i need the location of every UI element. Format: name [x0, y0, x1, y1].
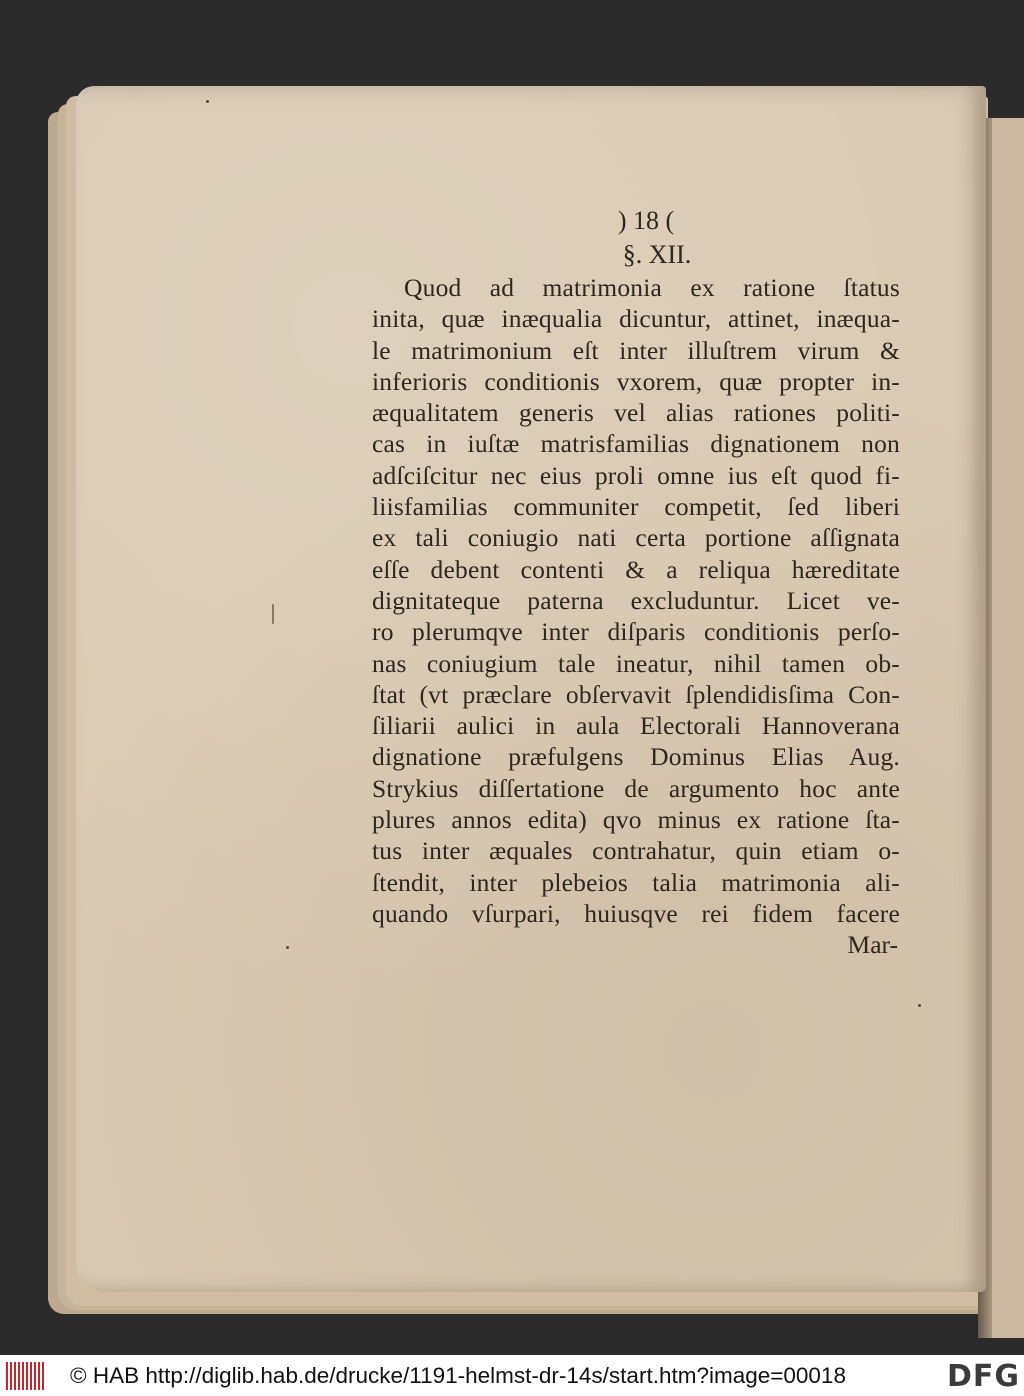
text-line: inferioris conditionis vxorem, quæ propter in- — [372, 366, 900, 396]
text-line: ſtendit, inter plebeios talia matrimonia ali- — [372, 867, 900, 897]
text-line: liisfamilias communiter competit, ſed liberi — [372, 492, 900, 522]
dfg-logo: DFG — [941, 1359, 1020, 1394]
text-line: dignatione præfulgens Dominus Elias Aug. — [372, 742, 900, 772]
barcode-icon — [6, 1362, 48, 1390]
text-line: cas in iuſtæ matrisfamilias dignationem non — [372, 429, 900, 459]
text-line: ex tali coniugio nati certa portione aſſignata — [372, 523, 900, 553]
section-heading: §. XII. — [622, 240, 692, 269]
text-line: ſiliarii aulici in aula Electorali Hannoverana — [372, 711, 900, 741]
page-text-block — [372, 204, 900, 960]
paper-mark — [272, 604, 274, 624]
text-line: Quod ad matrimonia ex ratione ſtatus — [404, 273, 900, 302]
paper-speck — [286, 946, 289, 949]
text-line: plures annos edita) qvo minus ex ratione ſta- — [372, 805, 900, 835]
catchword: Mar- — [847, 930, 898, 960]
text-line: inita, quæ inæqualia dicuntur, attinet, inæqua- — [372, 304, 900, 334]
paper-speck — [918, 1004, 921, 1007]
copyright-url-text[interactable]: © HAB http://diglib.hab.de/drucke/1191-helmst-dr-14s/start.htm?image=00018 — [70, 1362, 846, 1388]
text-line: le matrimonium eſt inter illuſtrem virum & — [372, 335, 900, 365]
page-number: ) 18 ( — [617, 206, 675, 235]
footer-bar — [0, 1355, 1024, 1396]
paper-speck — [206, 100, 209, 103]
scanned-page — [76, 86, 986, 1292]
text-line: tus inter æquales contrahatur, quin etiam o- — [372, 836, 900, 866]
text-line: adſciſcitur nec eius proli omne ius eſt quod fi- — [372, 460, 900, 490]
text-line: nas coniugium tale ineatur, nihil tamen ob- — [372, 648, 900, 678]
text-line: eſſe debent contenti & a reliqua hæreditate — [372, 554, 900, 584]
text-line: Strykius diſſertatione de argumento hoc ante — [372, 773, 900, 803]
text-line: ro plerumqve inter diſparis conditionis perſo- — [372, 617, 900, 647]
text-line: dignitateque paterna excluduntur. Licet ve- — [372, 585, 900, 615]
text-line: ſtat (vt præclare obſervavit ſplendidisſima Con- — [372, 679, 900, 709]
text-line: æqualitatem generis vel alias rationes politi- — [372, 398, 900, 428]
text-line: quando vſurpari, huiusqve rei fidem facere — [372, 898, 900, 928]
